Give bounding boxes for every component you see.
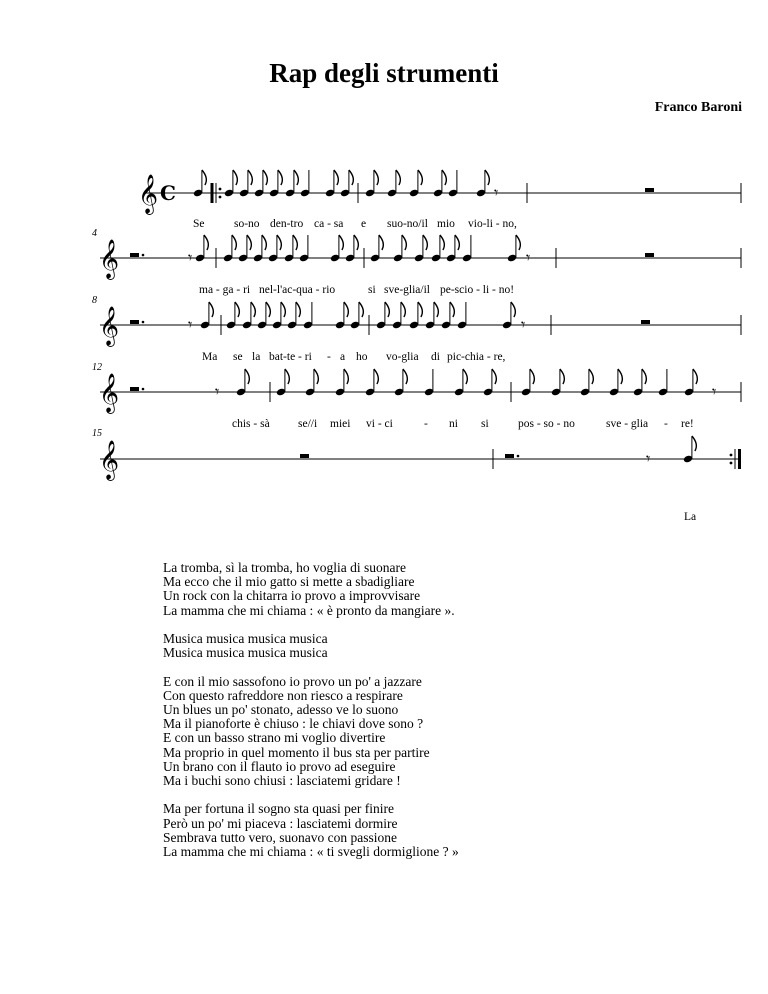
repeat-dot [730, 462, 733, 465]
lyric-syllable: se [233, 351, 243, 363]
treble-clef-icon: 𝄞 [99, 239, 120, 279]
lyric-syllable: la [252, 351, 261, 363]
note-flag [492, 369, 496, 384]
eighth-rest-icon: 𝄾 [188, 315, 193, 334]
whole-rest [645, 188, 654, 192]
verse-line: La mamma che mi chiama : « è pronto da mangiare ». [163, 602, 455, 618]
lyric-syllable: bat-te - ri [269, 351, 312, 363]
verse-line: Ma ecco che il mio gatto si mette a sbadigliare [163, 574, 415, 590]
eighth-rest-icon: 𝄾 [521, 315, 526, 334]
note-flag [463, 369, 467, 384]
note-flag [263, 170, 267, 185]
note-flag [209, 302, 213, 317]
measure-number-4: 4 [92, 228, 97, 239]
whole-rest [645, 253, 654, 257]
lyric-syllable: chis - sà [232, 418, 270, 430]
common-time-icon: C [160, 181, 176, 205]
composer-name: Franco Baroni [654, 100, 742, 115]
lyric-syllable: si [481, 418, 489, 430]
note-flag [277, 235, 281, 250]
note-flag [423, 235, 427, 250]
lyric-syllable: suo-no/il [387, 218, 428, 230]
note-flag [442, 170, 446, 185]
verse-line: La tromba, sì la tromba, ho voglia di suonare [163, 560, 406, 575]
measure-number-15: 15 [92, 428, 102, 439]
stanza [163, 561, 459, 618]
note-flag [450, 302, 454, 317]
note-flag [314, 369, 318, 384]
eighth-rest-icon: 𝄾 [712, 382, 717, 401]
note-flag [266, 302, 270, 317]
lyric-syllable: miei [330, 418, 351, 430]
measure-number-8: 8 [92, 295, 97, 306]
eighth-rest-icon: 𝄾 [494, 183, 499, 202]
note-flag [251, 302, 255, 317]
verse-line: E con il mio sassofono io provo un po' a jazzare [163, 673, 422, 689]
eighth-rest-icon: 𝄾 [215, 382, 220, 401]
verse-line: Musica musica musica musica [163, 645, 328, 661]
verse-line: Però un po' mi piaceva : lasciatemi dormire [163, 815, 398, 831]
stanza [163, 632, 459, 660]
note-flag [402, 235, 406, 250]
note-flag [530, 369, 534, 384]
lyric-syllable: mio [437, 218, 455, 230]
lyric-syllable: si [368, 284, 376, 296]
lyric-syllable: pe-scio - li - no! [440, 284, 515, 296]
eighth-rest-icon: 𝄾 [526, 248, 531, 267]
song-title: Rap degli strumenti [269, 58, 499, 88]
note-flag [455, 235, 459, 250]
note-flag [354, 235, 358, 250]
note-flag [403, 369, 407, 384]
treble-clef-icon: 𝄞 [99, 440, 120, 480]
note-flag [516, 235, 520, 250]
lyric-syllable: vio-li - no, [468, 218, 517, 230]
lyric-syllable: - [424, 418, 428, 430]
note-flag [396, 170, 400, 185]
note-flag [339, 235, 343, 250]
eighth-rest-icon: 𝄾 [646, 449, 651, 468]
lyric-syllable: sve - glia [606, 418, 649, 430]
lyric-syllable: Se [193, 218, 205, 230]
note-flag [618, 369, 622, 384]
note-flag [642, 369, 646, 384]
note-flag [693, 369, 697, 384]
lyric-syllable: sve-glia/il [384, 284, 430, 296]
verse-line: Un brano con il flauto io provo ad eseguire [163, 758, 396, 774]
note-flag [401, 302, 405, 317]
rest-dot [142, 321, 145, 324]
lyric-syllable: se//i [298, 418, 318, 430]
verse-line: Ma i buchi sono chiusi : lasciatemi gridare ! [163, 773, 401, 789]
verse-line: Con questo rafreddore non riesco a respirare [163, 687, 403, 703]
note-flag [294, 170, 298, 185]
rest-dot [142, 254, 145, 257]
repeat-dot [730, 454, 733, 457]
note-flag [418, 170, 422, 185]
lyric-syllable: den-tro [270, 218, 304, 230]
repeat-dot [219, 188, 222, 191]
note-flag [379, 235, 383, 250]
note-flag [440, 235, 444, 250]
note-flag [589, 369, 593, 384]
note-flag [692, 436, 696, 451]
rest-dot [142, 388, 145, 391]
stanza [163, 802, 459, 859]
note-flag [285, 369, 289, 384]
whole-rest [130, 320, 139, 324]
verses-text [163, 561, 459, 873]
lyric-syllable: - [664, 418, 668, 430]
treble-clef-icon: 𝄞 [99, 373, 120, 413]
verse-line: Ma proprio in quel momento il bus sta per partire [163, 744, 430, 760]
measure-number-12: 12 [92, 362, 102, 373]
note-flag [278, 170, 282, 185]
lyric-syllable: Ma [202, 351, 218, 363]
note-flag [202, 170, 206, 185]
note-flag [374, 170, 378, 185]
treble-clef-icon: 𝄞 [99, 306, 120, 346]
lyric-syllable: - [327, 351, 331, 363]
note-flag [344, 302, 348, 317]
verse-line: Un rock con la chitarra io provo a improvvisare [163, 588, 421, 604]
lyric-syllable: vi - ci [366, 418, 393, 430]
lyric-syllable: ho [356, 351, 368, 363]
stanza [163, 675, 459, 789]
note-flag [247, 235, 251, 250]
note-flag [204, 235, 208, 250]
note-flag [374, 369, 378, 384]
lyric-syllable: di [431, 351, 440, 363]
whole-rest [505, 454, 514, 458]
verse-line: Musica musica musica musica [163, 631, 328, 646]
note-flag [293, 235, 297, 250]
note-flag [235, 302, 239, 317]
note-flag [281, 302, 285, 317]
note-flag [245, 369, 249, 384]
lyric-syllable: re! [681, 418, 694, 430]
verse-line: E con un basso strano mi voglio divertire [163, 730, 386, 746]
lyric-syllable: vo-glia [386, 351, 419, 363]
lyric-syllable: so-no [234, 218, 260, 230]
note-flag [418, 302, 422, 317]
whole-rest [641, 320, 650, 324]
note-flag [434, 302, 438, 317]
verse-line: Un blues un po' stonato, adesso ve lo suono [163, 702, 399, 717]
lyric-syllable: nel-l'ac-qua - rio [259, 284, 336, 296]
verse-line: Ma per fortuna il sogno sta quasi per finire [163, 801, 394, 817]
lyric-syllable: pic-chia - re, [447, 351, 506, 363]
verse-line: Sembrava tutto vero, suonavo con passione [163, 829, 397, 845]
lyric-syllable: a [340, 351, 346, 363]
note-flag [511, 302, 515, 317]
verse-line: Ma il pianoforte è chiuso : le chiavi dove sono ? [163, 716, 424, 732]
trailing-lyric-syllable: La [684, 511, 697, 523]
note-flag [248, 170, 252, 185]
lyric-syllable: e [361, 218, 367, 230]
treble-clef-icon: 𝄞 [138, 174, 159, 214]
repeat-dot [219, 196, 222, 199]
note-flag [233, 170, 237, 185]
note-flag [262, 235, 266, 250]
rest-dot [517, 455, 520, 458]
note-flag [344, 369, 348, 384]
lyric-syllable: ca - sa [314, 218, 344, 230]
lyric-syllable: ma - ga - ri [199, 284, 251, 296]
whole-rest [130, 253, 139, 257]
lyric-syllable: pos - so - no [518, 418, 575, 430]
lyric-syllable: ni [449, 418, 458, 430]
note-flag [485, 170, 489, 185]
note-flag [232, 235, 236, 250]
note-flag [560, 369, 564, 384]
note-flag [296, 302, 300, 317]
note-flag [359, 302, 363, 317]
whole-rest [300, 454, 309, 458]
note-flag [385, 302, 389, 317]
eighth-rest-icon: 𝄾 [188, 248, 193, 267]
note-flag [334, 170, 338, 185]
note-flag [349, 170, 353, 185]
verse-line: La mamma che mi chiama : « ti svegli dormiglione ? » [163, 844, 459, 860]
whole-rest [130, 387, 139, 391]
